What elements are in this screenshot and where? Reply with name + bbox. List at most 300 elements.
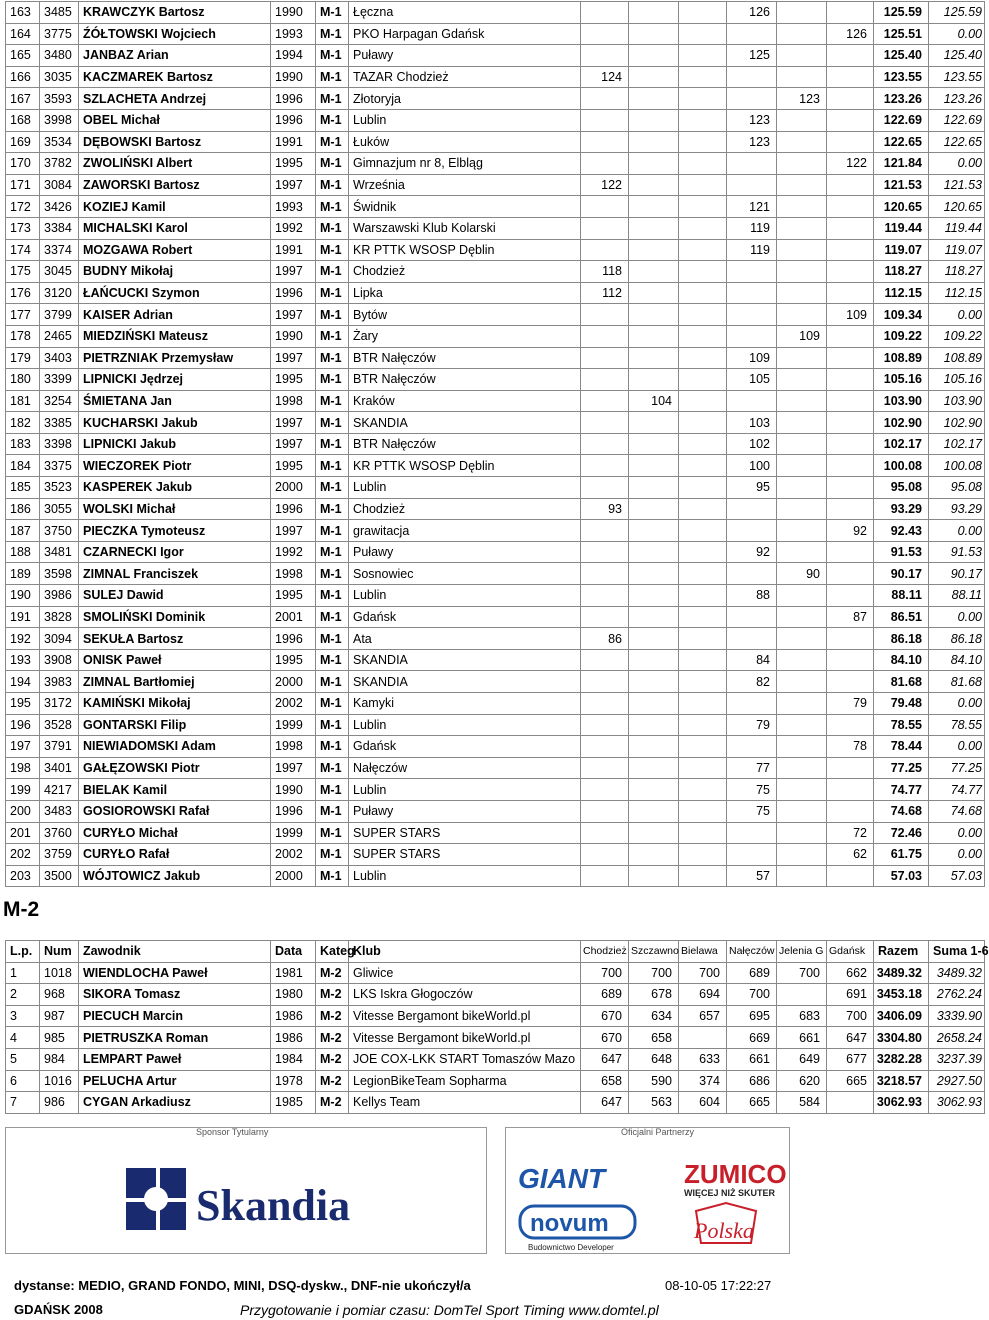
- cell-jelenia-gora: 620: [777, 1070, 827, 1092]
- cell-name: KACZMAREK Bartosz: [79, 66, 271, 88]
- cell-chodziez: 658: [581, 1070, 629, 1092]
- cell-year: 2002: [271, 693, 316, 715]
- cell-club: Gdańsk: [349, 736, 581, 758]
- cell-chodziez: [581, 109, 629, 131]
- cell-category: M-1: [316, 325, 349, 347]
- cell-naleczow: 109: [727, 347, 777, 369]
- header-data: Data: [271, 941, 316, 963]
- cell-category: M-1: [316, 369, 349, 391]
- cell-sum: 0.00: [929, 693, 985, 715]
- cell-sum: 123.55: [929, 66, 985, 88]
- cell-year: 1992: [271, 217, 316, 239]
- cell-name: PIECZKA Tymoteusz: [79, 520, 271, 542]
- cell-lp: 4: [6, 1027, 40, 1049]
- cell-jelenia-gora: [777, 282, 827, 304]
- title-sponsor-caption: Sponsor Tytularny: [196, 1127, 269, 1137]
- cell-bielawa: [679, 520, 727, 542]
- cell-gdansk: 677: [827, 1048, 874, 1070]
- table-row: [6, 779, 985, 801]
- cell-num: 3828: [40, 606, 79, 628]
- cell-club: Lipka: [349, 282, 581, 304]
- header-gdansk: Gdańsk: [827, 941, 874, 963]
- cell-bielawa: [679, 606, 727, 628]
- cell-jelenia-gora: [777, 520, 827, 542]
- cell-naleczow: [727, 606, 777, 628]
- cell-chodziez: [581, 45, 629, 67]
- cell-club: Lublin: [349, 109, 581, 131]
- cell-category: M-1: [316, 2, 349, 24]
- table-row: [6, 433, 985, 455]
- cell-name: OBEL Michał: [79, 109, 271, 131]
- cell-szczawno: [629, 131, 679, 153]
- cell-lp: 191: [6, 606, 40, 628]
- cell-year: 2000: [271, 477, 316, 499]
- cell-name: CYGAN Arkadiusz: [79, 1092, 271, 1114]
- table-row: [6, 822, 985, 844]
- cell-lp: 3: [6, 1005, 40, 1027]
- cell-naleczow: [727, 304, 777, 326]
- cell-szczawno: 658: [629, 1027, 679, 1049]
- cell-club: SUPER STARS: [349, 822, 581, 844]
- cell-bielawa: [679, 131, 727, 153]
- cell-total: 3489.32: [874, 962, 929, 984]
- cell-bielawa: [679, 844, 727, 866]
- cell-category: M-1: [316, 714, 349, 736]
- cell-year: 1996: [271, 800, 316, 822]
- cell-club: BTR Nałęczów: [349, 433, 581, 455]
- cell-year: 1980: [271, 984, 316, 1006]
- cell-chodziez: 124: [581, 66, 629, 88]
- cell-chodziez: 670: [581, 1005, 629, 1027]
- cell-year: 1995: [271, 153, 316, 175]
- cell-category: M-2: [316, 1070, 349, 1092]
- cell-name: ONISK Paweł: [79, 649, 271, 671]
- cell-club: LegionBikeTeam Sopharma: [349, 1070, 581, 1092]
- cell-sum: 0.00: [929, 153, 985, 175]
- cell-num: 3375: [40, 455, 79, 477]
- cell-name: KRAWCZYK Bartosz: [79, 2, 271, 24]
- cell-club: Łuków: [349, 131, 581, 153]
- cell-sum: 57.03: [929, 865, 985, 887]
- cell-category: M-1: [316, 520, 349, 542]
- cell-name: SEKUŁA Bartosz: [79, 628, 271, 650]
- cell-name: PIECUCH Marcin: [79, 1005, 271, 1027]
- cell-naleczow: [727, 153, 777, 175]
- cell-jelenia-gora: [777, 2, 827, 24]
- cell-lp: 165: [6, 45, 40, 67]
- cell-num: 3485: [40, 2, 79, 24]
- cell-total: 123.26: [874, 88, 929, 110]
- cell-club: SKANDIA: [349, 671, 581, 693]
- header-suma: Suma 1-6: [929, 941, 985, 963]
- table-row: [6, 109, 985, 131]
- cell-gdansk: [827, 455, 874, 477]
- cell-year: 1996: [271, 88, 316, 110]
- cell-num: 3055: [40, 498, 79, 520]
- m1-results-body: [6, 2, 985, 887]
- cell-club: Kellys Team: [349, 1092, 581, 1114]
- table-row: [6, 800, 985, 822]
- cell-bielawa: [679, 714, 727, 736]
- cell-gdansk: [827, 347, 874, 369]
- cell-gdansk: [827, 239, 874, 261]
- cell-naleczow: 100: [727, 455, 777, 477]
- cell-jelenia-gora: [777, 693, 827, 715]
- table-row: [6, 347, 985, 369]
- cell-szczawno: [629, 282, 679, 304]
- skandia-logo-text: Skandia: [196, 1181, 351, 1230]
- polska-logo: [693, 1203, 756, 1243]
- cell-jelenia-gora: [777, 757, 827, 779]
- cell-total: 84.10: [874, 649, 929, 671]
- cell-year: 1999: [271, 822, 316, 844]
- cell-gdansk: 700: [827, 1005, 874, 1027]
- cell-naleczow: [727, 822, 777, 844]
- cell-club: Vitesse Bergamont bikeWorld.pl: [349, 1005, 581, 1027]
- cell-year: 1997: [271, 174, 316, 196]
- cell-category: M-1: [316, 541, 349, 563]
- cell-sum: 0.00: [929, 520, 985, 542]
- table-row: [6, 541, 985, 563]
- cell-num: 3403: [40, 347, 79, 369]
- cell-szczawno: [629, 585, 679, 607]
- header-zawodnik: Zawodnik: [79, 941, 271, 963]
- cell-bielawa: [679, 736, 727, 758]
- cell-szczawno: [629, 433, 679, 455]
- novum-logo-text: novum: [530, 1210, 609, 1237]
- cell-category: M-1: [316, 844, 349, 866]
- footer-timestamp: 08-10-05 17:22:27: [665, 1278, 772, 1293]
- cell-jelenia-gora: [777, 844, 827, 866]
- cell-bielawa: [679, 1027, 727, 1049]
- section-title-m2: M-2: [3, 898, 40, 921]
- cell-num: 4217: [40, 779, 79, 801]
- cell-gdansk: [827, 628, 874, 650]
- cell-szczawno: [629, 693, 679, 715]
- cell-szczawno: [629, 736, 679, 758]
- cell-chodziez: [581, 541, 629, 563]
- cell-szczawno: [629, 477, 679, 499]
- cell-num: 985: [40, 1027, 79, 1049]
- table-row: [6, 671, 985, 693]
- cell-total: 81.68: [874, 671, 929, 693]
- cell-category: M-1: [316, 606, 349, 628]
- cell-year: 1998: [271, 736, 316, 758]
- cell-name: MOZGAWA Robert: [79, 239, 271, 261]
- footer-event: GDAŃSK 2008: [14, 1302, 103, 1317]
- cell-total: 123.55: [874, 66, 929, 88]
- cell-naleczow: [727, 390, 777, 412]
- cell-sum: 120.65: [929, 196, 985, 218]
- header-klub: Klub: [349, 941, 581, 963]
- cell-club: Lublin: [349, 714, 581, 736]
- cell-category: M-1: [316, 282, 349, 304]
- cell-year: 2000: [271, 671, 316, 693]
- cell-sum: 95.08: [929, 477, 985, 499]
- cell-sum: 119.07: [929, 239, 985, 261]
- cell-naleczow: 92: [727, 541, 777, 563]
- cell-sum: 74.77: [929, 779, 985, 801]
- cell-gdansk: 72: [827, 822, 874, 844]
- cell-num: 3791: [40, 736, 79, 758]
- m2-header-row: [6, 941, 985, 963]
- cell-szczawno: [629, 23, 679, 45]
- cell-category: M-1: [316, 347, 349, 369]
- cell-year: 1991: [271, 239, 316, 261]
- cell-name: ZWOLIŃSKI Albert: [79, 153, 271, 175]
- cell-category: M-1: [316, 800, 349, 822]
- cell-club: Września: [349, 174, 581, 196]
- cell-lp: 176: [6, 282, 40, 304]
- cell-num: 3983: [40, 671, 79, 693]
- cell-gdansk: [827, 174, 874, 196]
- cell-gdansk: [827, 757, 874, 779]
- cell-chodziez: [581, 649, 629, 671]
- cell-sum: 121.53: [929, 174, 985, 196]
- cell-num: 968: [40, 984, 79, 1006]
- cell-naleczow: 88: [727, 585, 777, 607]
- cell-year: 1995: [271, 585, 316, 607]
- cell-category: M-1: [316, 433, 349, 455]
- cell-num: 3401: [40, 757, 79, 779]
- table-row: [6, 88, 985, 110]
- cell-total: 88.11: [874, 585, 929, 607]
- cell-name: MICHALSKI Karol: [79, 217, 271, 239]
- cell-chodziez: [581, 671, 629, 693]
- cell-jelenia-gora: [777, 369, 827, 391]
- cell-chodziez: [581, 304, 629, 326]
- cell-name: PIETRUSZKA Roman: [79, 1027, 271, 1049]
- cell-club: Gdańsk: [349, 606, 581, 628]
- cell-name: ZIMNAL Bartłomiej: [79, 671, 271, 693]
- cell-jelenia-gora: [777, 984, 827, 1006]
- cell-jelenia-gora: [777, 174, 827, 196]
- cell-name: MIEDZIŃSKI Mateusz: [79, 325, 271, 347]
- cell-chodziez: [581, 520, 629, 542]
- cell-jelenia-gora: [777, 347, 827, 369]
- cell-lp: 198: [6, 757, 40, 779]
- cell-szczawno: 104: [629, 390, 679, 412]
- cell-total: 3304.80: [874, 1027, 929, 1049]
- cell-chodziez: [581, 606, 629, 628]
- cell-lp: 182: [6, 412, 40, 434]
- cell-sum: 118.27: [929, 261, 985, 283]
- cell-bielawa: [679, 671, 727, 693]
- table-row: [6, 520, 985, 542]
- cell-lp: 172: [6, 196, 40, 218]
- cell-num: 986: [40, 1092, 79, 1114]
- cell-name: JANBAZ Arian: [79, 45, 271, 67]
- cell-category: M-1: [316, 736, 349, 758]
- table-row: [6, 649, 985, 671]
- cell-club: TAZAR Chodzież: [349, 66, 581, 88]
- cell-num: 3398: [40, 433, 79, 455]
- cell-chodziez: [581, 800, 629, 822]
- cell-club: Puławy: [349, 45, 581, 67]
- cell-bielawa: [679, 153, 727, 175]
- cell-gdansk: [827, 282, 874, 304]
- table-row: [6, 477, 985, 499]
- cell-jelenia-gora: [777, 153, 827, 175]
- cell-num: 3084: [40, 174, 79, 196]
- cell-club: Ata: [349, 628, 581, 650]
- cell-category: M-1: [316, 196, 349, 218]
- table-row: [6, 1070, 985, 1092]
- cell-jelenia-gora: [777, 585, 827, 607]
- cell-num: 3374: [40, 239, 79, 261]
- title-sponsor-box: [5, 1127, 487, 1254]
- cell-year: 1990: [271, 2, 316, 24]
- cell-num: 3500: [40, 865, 79, 887]
- cell-szczawno: [629, 304, 679, 326]
- cell-sum: 119.44: [929, 217, 985, 239]
- cell-naleczow: 103: [727, 412, 777, 434]
- cell-szczawno: [629, 800, 679, 822]
- cell-gdansk: [827, 800, 874, 822]
- cell-gdansk: 92: [827, 520, 874, 542]
- cell-bielawa: 694: [679, 984, 727, 1006]
- table-row: [6, 1048, 985, 1070]
- cell-lp: 199: [6, 779, 40, 801]
- cell-jelenia-gora: [777, 541, 827, 563]
- cell-sum: 125.40: [929, 45, 985, 67]
- cell-jelenia-gora: [777, 865, 827, 887]
- cell-chodziez: [581, 865, 629, 887]
- cell-category: M-1: [316, 88, 349, 110]
- cell-year: 1995: [271, 455, 316, 477]
- cell-gdansk: 62: [827, 844, 874, 866]
- table-row: [6, 261, 985, 283]
- cell-szczawno: [629, 757, 679, 779]
- cell-jelenia-gora: [777, 714, 827, 736]
- cell-gdansk: [827, 88, 874, 110]
- cell-naleczow: 669: [727, 1027, 777, 1049]
- cell-name: KUCHARSKI Jakub: [79, 412, 271, 434]
- cell-chodziez: [581, 844, 629, 866]
- cell-year: 1996: [271, 282, 316, 304]
- cell-gdansk: [827, 865, 874, 887]
- cell-gdansk: [827, 563, 874, 585]
- cell-szczawno: [629, 2, 679, 24]
- cell-total: 3282.28: [874, 1048, 929, 1070]
- cell-szczawno: [629, 520, 679, 542]
- cell-total: 3406.09: [874, 1005, 929, 1027]
- cell-lp: 171: [6, 174, 40, 196]
- cell-naleczow: [727, 88, 777, 110]
- cell-lp: 2: [6, 984, 40, 1006]
- cell-name: PELUCHA Artur: [79, 1070, 271, 1092]
- cell-jelenia-gora: [777, 606, 827, 628]
- table-row: [6, 304, 985, 326]
- cell-name: WIENDLOCHA Paweł: [79, 962, 271, 984]
- cell-gdansk: [827, 477, 874, 499]
- cell-total: 119.44: [874, 217, 929, 239]
- cell-naleczow: 102: [727, 433, 777, 455]
- table-row: [6, 23, 985, 45]
- cell-bielawa: [679, 563, 727, 585]
- cell-bielawa: [679, 779, 727, 801]
- cell-lp: 184: [6, 455, 40, 477]
- cell-lp: 190: [6, 585, 40, 607]
- cell-num: 3908: [40, 649, 79, 671]
- cell-name: CURYŁO Michał: [79, 822, 271, 844]
- cell-club: Puławy: [349, 541, 581, 563]
- cell-total: 120.65: [874, 196, 929, 218]
- cell-sum: 0.00: [929, 606, 985, 628]
- cell-category: M-1: [316, 563, 349, 585]
- cell-category: M-1: [316, 412, 349, 434]
- cell-chodziez: 647: [581, 1048, 629, 1070]
- cell-num: 3481: [40, 541, 79, 563]
- header-razem: Razem: [874, 941, 929, 963]
- cell-category: M-1: [316, 498, 349, 520]
- cell-chodziez: 689: [581, 984, 629, 1006]
- zumico-logo-text: ZUMICO: [684, 1159, 787, 1189]
- cell-chodziez: [581, 325, 629, 347]
- cell-num: 3782: [40, 153, 79, 175]
- cell-naleczow: 95: [727, 477, 777, 499]
- cell-category: M-1: [316, 628, 349, 650]
- cell-gdansk: [827, 196, 874, 218]
- table-row: [6, 865, 985, 887]
- cell-bielawa: [679, 412, 727, 434]
- cell-year: 1997: [271, 520, 316, 542]
- cell-num: 3483: [40, 800, 79, 822]
- cell-jelenia-gora: [777, 671, 827, 693]
- cell-szczawno: [629, 563, 679, 585]
- cell-bielawa: [679, 822, 727, 844]
- cell-club: KR PTTK WSOSP Dęblin: [349, 455, 581, 477]
- cell-category: M-1: [316, 822, 349, 844]
- cell-chodziez: [581, 714, 629, 736]
- cell-year: 1995: [271, 649, 316, 671]
- cell-lp: 183: [6, 433, 40, 455]
- cell-lp: 166: [6, 66, 40, 88]
- cell-jelenia-gora: 123: [777, 88, 827, 110]
- polska-logo-text: Polska: [694, 1218, 754, 1243]
- cell-sum: 122.65: [929, 131, 985, 153]
- cell-naleczow: [727, 844, 777, 866]
- header-jelenia-gora: Jelenia G: [777, 941, 827, 963]
- cell-chodziez: [581, 455, 629, 477]
- cell-naleczow: 75: [727, 800, 777, 822]
- cell-club: SUPER STARS: [349, 844, 581, 866]
- cell-chodziez: [581, 153, 629, 175]
- cell-sum: 0.00: [929, 822, 985, 844]
- cell-sum: 78.55: [929, 714, 985, 736]
- cell-name: NIEWIADOMSKI Adam: [79, 736, 271, 758]
- cell-total: 118.27: [874, 261, 929, 283]
- partners-box: [505, 1127, 790, 1254]
- cell-club: Gliwice: [349, 962, 581, 984]
- table-row: [6, 585, 985, 607]
- cell-naleczow: 123: [727, 109, 777, 131]
- cell-szczawno: [629, 865, 679, 887]
- cell-category: M-1: [316, 390, 349, 412]
- cell-jelenia-gora: 683: [777, 1005, 827, 1027]
- cell-szczawno: [629, 779, 679, 801]
- cell-naleczow: 661: [727, 1048, 777, 1070]
- cell-total: 109.34: [874, 304, 929, 326]
- cell-gdansk: [827, 433, 874, 455]
- cell-name: KOZIEJ Kamil: [79, 196, 271, 218]
- cell-szczawno: [629, 325, 679, 347]
- table-row: [6, 1027, 985, 1049]
- giant-logo-text: GIANT: [518, 1163, 606, 1194]
- cell-total: 109.22: [874, 325, 929, 347]
- cell-bielawa: [679, 757, 727, 779]
- cell-naleczow: 665: [727, 1092, 777, 1114]
